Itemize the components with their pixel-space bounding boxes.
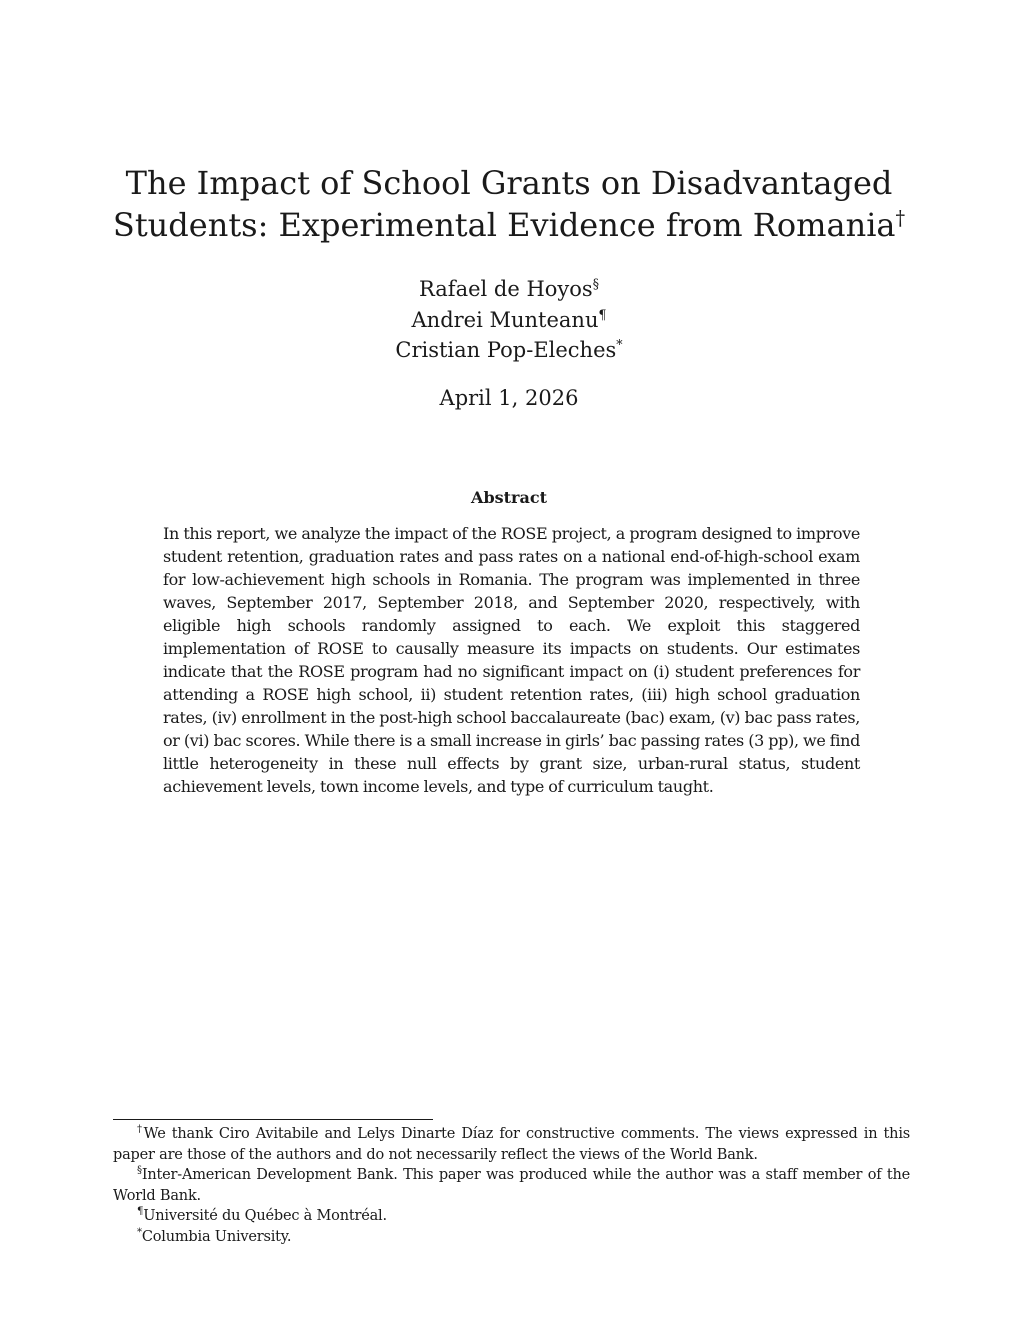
author-name: Rafael de Hoyos — [418, 277, 593, 301]
footnote-affiliation-3 — [113, 1227, 910, 1248]
publication-date: April 1, 2026 — [439, 386, 579, 410]
footnote-text: Université du Québec à Montréal. — [143, 1208, 387, 1224]
author-list — [200, 274, 818, 366]
title-line-2-text: Students: Experimental Evidence from Romania — [112, 206, 896, 244]
footnotes — [113, 1124, 910, 1247]
author-footnote-mark: ¶ — [598, 306, 607, 322]
author-footnote-mark: § — [592, 276, 599, 291]
footnote-affiliation-2 — [113, 1206, 910, 1227]
abstract-text: In this report, we analyze the impact of the ROSE project, a program designed to improve student retention, graduation rates and pass rates on a national end-of-high-school exam for low-achievement high schools in Romania. The program was implemented in three waves, September 2017, September 2018, and September 2020, respectively, with eligible high schools randomly assigned to each. We exploit this staggered implementation of ROSE to causally measure its impacts on students. Our estimates indicate that the ROSE program had no significant impact on (i) student preferences for attending a ROSE high school, ii) student retention rates, (iii) high school graduation rates, (iv) enrollment in the post-high school baccalaureate (bac) exam, (v) bac pass rates, or (vi) bac scores. While there is a small increase in girls’ bac passing rates (3 pp), we find little heterogeneity in these null effects by grant size, urban-rural status, student achievement levels, town income levels, and type of curriculum taught. — [163, 524, 860, 796]
author-footnote-mark: * — [616, 337, 623, 352]
footnote-affiliation-1 — [113, 1165, 910, 1206]
footnote-mark: § — [137, 1165, 142, 1177]
footnote-mark: * — [137, 1226, 142, 1238]
title-line-1: The Impact of School Grants on Disadvantaged — [125, 164, 893, 202]
paper-title — [100, 162, 918, 246]
footnote-mark: ¶ — [137, 1206, 144, 1218]
author-1 — [200, 274, 818, 305]
footnote-text: We thank Ciro Avitabile and Lelys Dinarte Díaz for constructive comments. The views expressed in this paper are those of the authors and do not necessarily reflect the views of the World Bank. — [113, 1126, 910, 1163]
footnote-rule — [113, 1119, 433, 1120]
author-name: Andrei Munteanu — [411, 307, 599, 332]
footnote-mark: † — [137, 1124, 144, 1136]
title-footnote-mark: † — [895, 206, 906, 230]
footnote-acknowledgement — [113, 1124, 910, 1165]
author-name: Cristian Pop-Eleches — [395, 338, 617, 362]
abstract-heading: Abstract — [471, 488, 547, 507]
footnote-text: Columbia University. — [141, 1228, 292, 1245]
author-2 — [200, 305, 818, 336]
author-3 — [200, 335, 818, 366]
footnote-text: Inter-American Development Bank. This paper was produced while the author was a staff member of the World Bank. — [113, 1167, 910, 1204]
title-line-2 — [100, 204, 918, 246]
